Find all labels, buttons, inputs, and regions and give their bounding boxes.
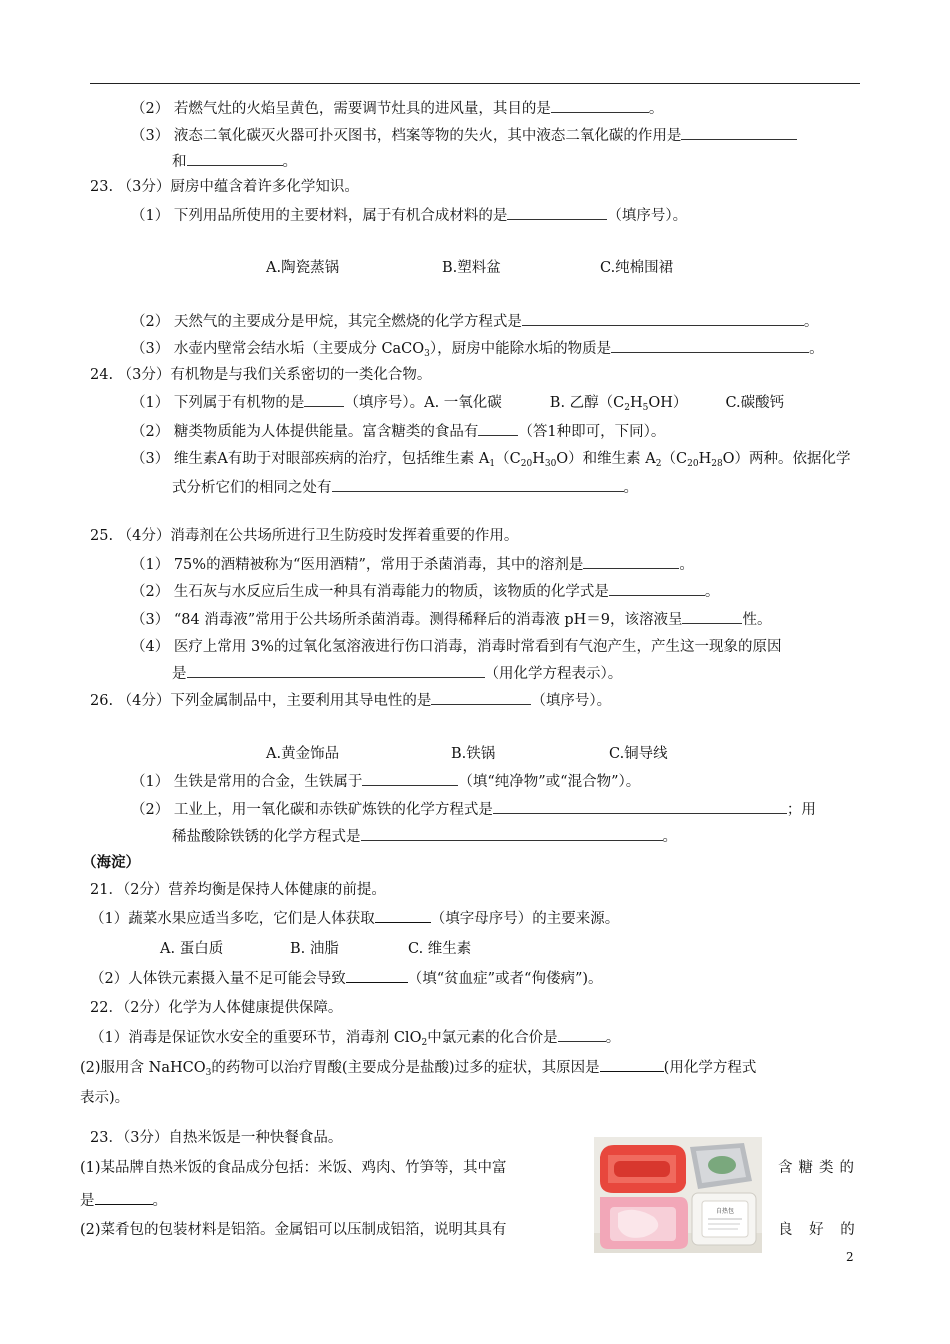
- answer-blank[interactable]: [431, 690, 531, 705]
- h22-part2: (2)服用含 NaHCO$_3$的药物可以治疗胃酸(主要成分是盐酸)过多的症状，其原因是 (用化学方程式: [80, 1057, 756, 1078]
- answer-blank[interactable]: [681, 125, 797, 140]
- q23-part2: （2） 天然气的主要成分是甲烷，其完全燃烧的化学方程式是 。: [131, 311, 818, 332]
- q23-part3: （3） 水壶内壁常会结水垢（主要成分 CaCO$_3$），厨房中能除水垢的物质是 。: [131, 338, 824, 359]
- answer-blank[interactable]: [600, 1057, 664, 1072]
- q26-part2-cont: 稀盐酸除铁锈的化学方程式是 。: [172, 826, 677, 847]
- q26-part2: （2） 工业上，用一氧化碳和赤铁矿炼铁的化学方程式是 ；用: [131, 799, 816, 820]
- answer-blank[interactable]: [609, 581, 705, 596]
- h21-option-a: A. 蛋白质: [160, 941, 224, 957]
- answer-blank[interactable]: [478, 421, 518, 436]
- q24-part3: （3） 维生素A有助于对眼部疾病的治疗，包括维生素 $A_1(C_{20}H_{30}O)$和维生素 $A_2(C_{20}H_{28}O)$两种。依据化学: [131, 451, 851, 469]
- q23-part1: （1） 下列用品所使用的主要材料，属于有机合成材料的是 （填序号）。: [131, 205, 687, 226]
- q22-part3-cont: 和 。: [172, 151, 297, 172]
- answer-blank[interactable]: [558, 1027, 606, 1042]
- h21-option-c: C. 维生素: [408, 941, 472, 957]
- answer-blank[interactable]: [304, 392, 344, 407]
- q24-part1: （1） 下列属于有机物的是 （填序号）。A. 一氧化碳 B. 乙醇$(C_2H_5OH)$ C.碳酸钙: [131, 392, 784, 413]
- q22-part2: （2） 若燃气灶的火焰呈黄色，需要调节灶具的进风量，其目的是 。: [131, 98, 663, 119]
- h23-part2: (2)菜肴包的包装材料是铝箔。金属铝可以压制成铝箔，说明其具有: [80, 1222, 507, 1238]
- page-number: 2: [846, 1250, 854, 1264]
- answer-blank[interactable]: [375, 908, 431, 923]
- self-heating-rice-illustration: [594, 1137, 762, 1253]
- question-23: 23. （3分）厨房中蕴含着许多化学知识。: [90, 179, 359, 195]
- answer-blank[interactable]: [522, 311, 804, 326]
- answer-blank[interactable]: [682, 609, 742, 624]
- h23-part2-right: 良 好 的: [778, 1222, 861, 1238]
- h22-part1: （1）消毒是保证饮水安全的重要环节，消毒剂 ClO$_2$中氯元素的化合价是 。: [90, 1027, 620, 1048]
- q26-option-c: C.铜导线: [609, 746, 668, 762]
- answer-blank[interactable]: [187, 151, 283, 166]
- answer-blank[interactable]: [362, 771, 458, 786]
- haidian-question-23: 23．（3分）自热米饭是一种快餐食品。: [90, 1130, 343, 1146]
- q23-option-b: B.塑料盆: [442, 260, 501, 276]
- q26-part1: （1） 生铁是常用的合金，生铁属于 （填“纯净物”或“混合物”）。: [131, 771, 640, 792]
- answer-blank[interactable]: [187, 663, 485, 678]
- h21-part2: （2）人体铁元素摄入量不足可能会导致 （填“贫血症”或者“佝偻病”)。: [90, 968, 603, 989]
- q26-option-b: B.铁锅: [451, 746, 496, 762]
- answer-blank[interactable]: [611, 338, 809, 353]
- haidian-question-22: 22．（2分）化学为人体健康提供保障。: [90, 1000, 343, 1016]
- haidian-question-21: 21．（2分）营养均衡是保持人体健康的前提。: [90, 882, 386, 898]
- h23-part1: (1)某品牌自热米饭的食品成分包括：米饭、鸡肉、竹笋等，其中富: [80, 1160, 507, 1176]
- question-26: 26. （4分）下列金属制品中，主要利用其导电性的是 （填序号）。: [90, 690, 611, 711]
- question-24: 24. （3分）有机物是与我们关系密切的一类化合物。: [90, 367, 432, 383]
- q25-part1: （1） 75%的酒精被称为“医用酒精”，常用于杀菌消毒，其中的溶剂是 。: [131, 554, 694, 575]
- h22-part2-cont: 表示)。: [80, 1090, 130, 1106]
- q22-part3: （3） 液态二氧化碳灭火器可扑灭图书，档案等物的失火，其中液态二氧化碳的作用是: [131, 125, 797, 146]
- header-rule: [90, 83, 860, 84]
- q25-part4-cont: 是 （用化学方程表示）。: [172, 663, 622, 684]
- h21-option-b: B. 油脂: [290, 941, 339, 957]
- answer-blank[interactable]: [346, 968, 408, 983]
- h23-part1-cont: 是 。: [80, 1190, 167, 1211]
- h21-part1: （1）蔬菜水果应适当多吃，它们是人体获取 （填字母序号）的主要来源。: [90, 908, 619, 929]
- question-25: 25. （4分）消毒剂在公共场所进行卫生防疫时发挥着重要的作用。: [90, 528, 519, 544]
- answer-blank[interactable]: [551, 98, 649, 113]
- h23-part1-right: 含糖类的: [778, 1160, 860, 1176]
- photo-box-label: 自热包: [715, 1208, 735, 1215]
- q23-option-c: C.纯棉围裙: [600, 260, 674, 276]
- answer-blank[interactable]: [332, 477, 624, 492]
- q25-part4: （4） 医疗上常用 3%的过氧化氢溶液进行伤口消毒，消毒时常看到有气泡产生，产生这一现象的原因: [131, 639, 782, 655]
- section-heading-haidian: （海淀）: [82, 854, 140, 871]
- self-heating-rice-photo: [594, 1137, 762, 1253]
- answer-blank[interactable]: [493, 799, 787, 814]
- q25-part2: （2） 生石灰与水反应后生成一种具有消毒能力的物质，该物质的化学式是 。: [131, 581, 719, 602]
- answer-blank[interactable]: [583, 554, 679, 569]
- q25-part3: （3） “84 消毒液”常用于公共场所杀菌消毒。测得稀释后的消毒液 pH＝9，该溶液呈 性。: [131, 609, 771, 630]
- q24-part2: （2） 糖类物质能为人体提供能量。富含糖类的食品有 （答1种即可，下同）。: [131, 421, 665, 442]
- answer-blank[interactable]: [95, 1190, 153, 1205]
- answer-blank[interactable]: [507, 205, 607, 220]
- answer-blank[interactable]: [361, 826, 663, 841]
- q23-option-a: A.陶瓷蒸锅: [266, 260, 340, 276]
- q24-part3-cont: 式分析它们的相同之处有 。: [172, 477, 638, 498]
- q26-option-a: A.黄金饰品: [266, 746, 340, 762]
